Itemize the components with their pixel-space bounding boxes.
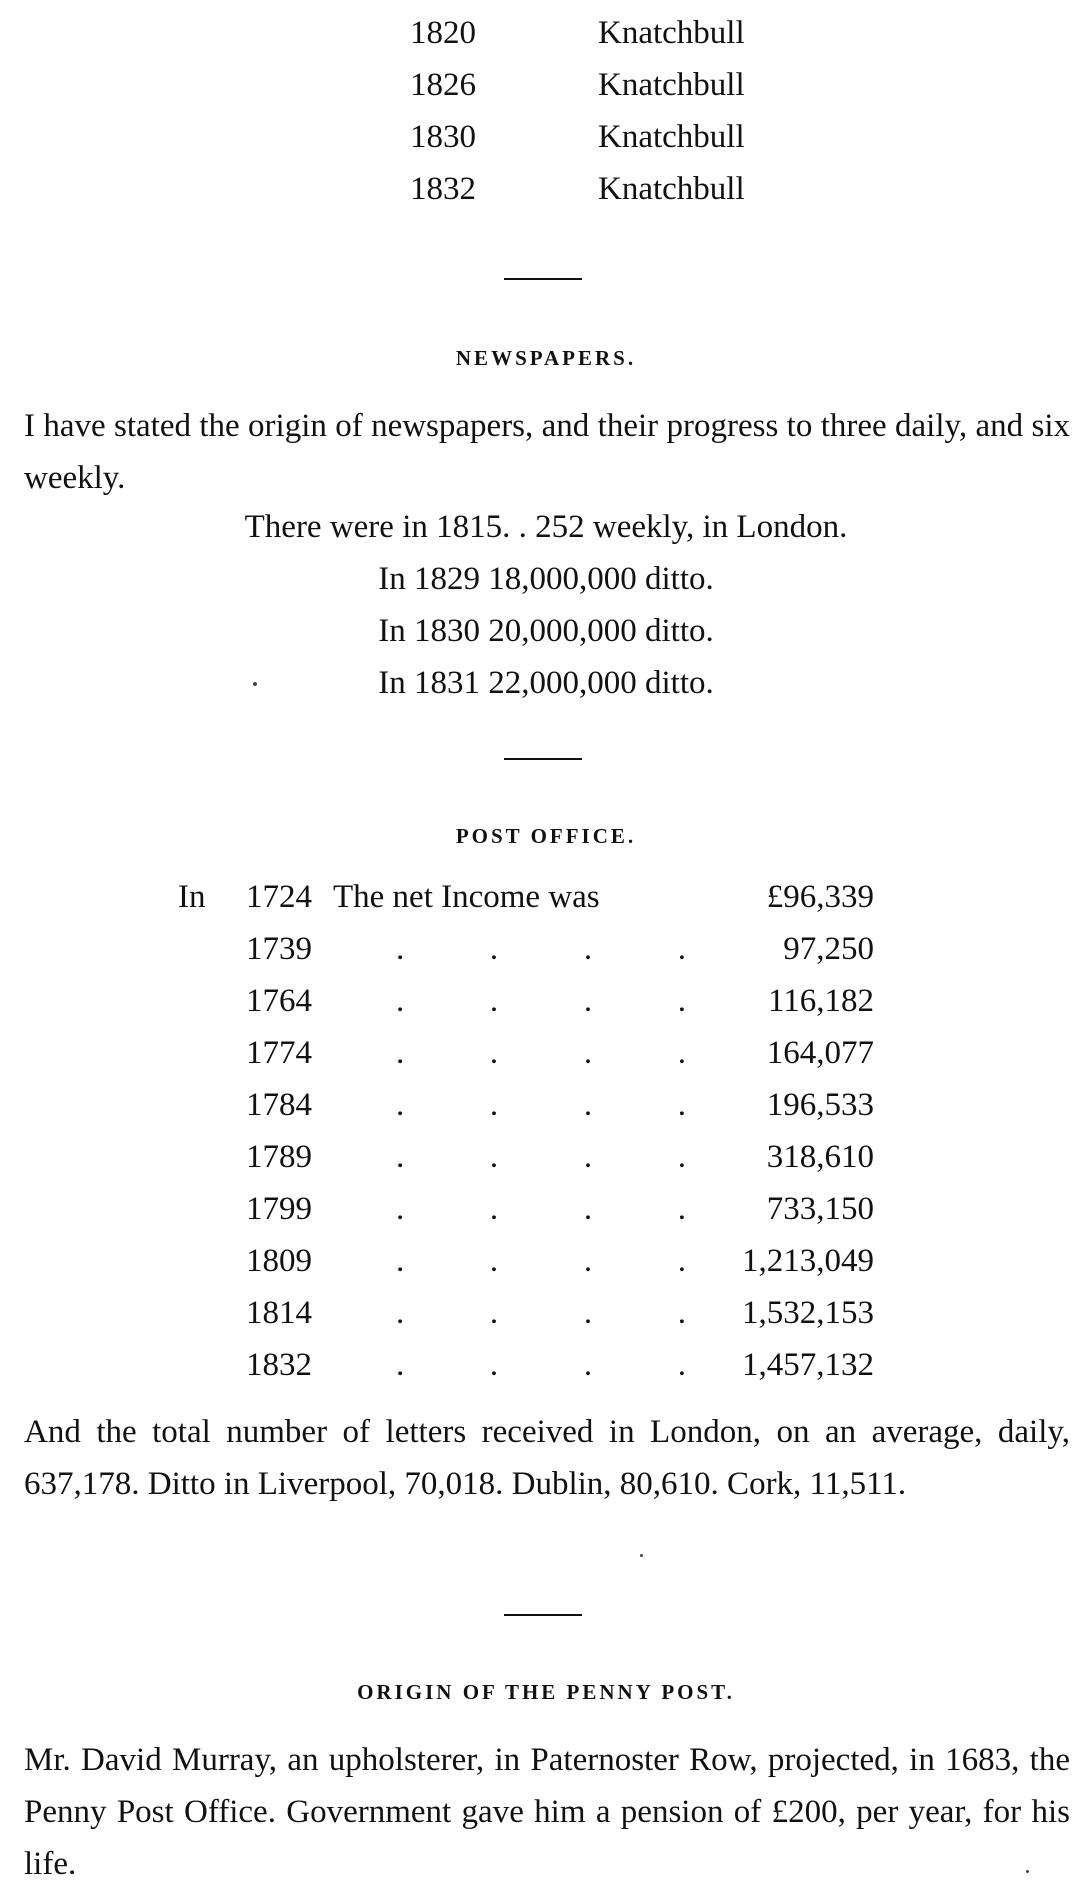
row-value: £96,339 [766,879,874,915]
table-row [0,1138,1092,1188]
newspapers-line: There were in 1815. . 252 weekly, in London. [244,509,848,545]
row-year: 1832 [246,1347,312,1383]
list-year: 1826 [410,67,476,103]
row-value: 1,213,049 [742,1243,874,1279]
table-row [0,1034,1092,1084]
list-item [0,14,1092,64]
newspapers-line: In 1829 18,000,000 ditto. [378,561,714,597]
table-row [0,1242,1092,1292]
table-row [0,1190,1092,1240]
leader-dots: . . . . [396,1243,686,1279]
penny-post-paragraph: Mr. David Murray, an upholsterer, in Paternoster Row, projected, in 1683, the Penny Post Office. Government gave him a pension of £200, per year, for his life. [24,1742,1070,1882]
table-row [0,1086,1092,1136]
row-label: The net Income was [333,879,600,915]
row-year: 1799 [246,1191,312,1227]
section-heading-post-office: POST OFFICE. [455,824,637,848]
row-prefix: In [178,879,206,915]
list-name: Knatchbull [598,67,745,103]
stray-mark [253,682,257,686]
row-year: 1764 [246,983,312,1019]
row-year: 1809 [246,1243,312,1279]
post-office-paragraph: And the total number of letters received in London, on an average, daily, 637,178. Ditto in Liverpool, 70,018. Dublin, 80,610. Cork, 11,511. [24,1414,1070,1502]
leader-dots: . . . . [396,983,686,1019]
list-year: 1830 [410,119,476,155]
list-year: 1820 [410,15,476,51]
row-value: 318,610 [766,1139,874,1175]
stray-mark [1026,1870,1029,1873]
table-row [0,982,1092,1032]
leader-dots: . . . . [396,931,686,967]
leader-dots: . . . . [396,1347,686,1383]
stray-mark [640,1554,643,1557]
section-divider [504,1614,582,1616]
leader-dots: . . . . [396,1295,686,1331]
list-item [0,170,1092,220]
newspapers-line: In 1831 22,000,000 ditto. [378,665,714,701]
table-row [0,1346,1092,1396]
table-row [0,878,1092,928]
row-year: 1724 [246,879,312,915]
section-divider [504,278,582,280]
row-year: 1784 [246,1087,312,1123]
list-item [0,66,1092,116]
list-item [0,118,1092,168]
newspapers-paragraph: I have stated the origin of newspapers, and their progress to three daily, and six weekly. [24,408,1070,496]
leader-dots: . . . . [396,1035,686,1071]
row-value: 164,077 [766,1035,874,1071]
newspapers-line: In 1830 20,000,000 ditto. [378,613,714,649]
list-name: Knatchbull [598,15,745,51]
row-value: 97,250 [783,931,874,967]
leader-dots: . . . . [396,1139,686,1175]
row-value: 116,182 [767,983,874,1019]
row-value: 733,150 [766,1191,874,1227]
row-value: 1,457,132 [742,1347,874,1383]
list-name: Knatchbull [598,119,745,155]
row-year: 1774 [246,1035,312,1071]
list-name: Knatchbull [598,171,745,207]
row-value: 196,533 [766,1087,874,1123]
table-row [0,1294,1092,1344]
section-divider [504,758,582,760]
leader-dots: . . . . [396,1087,686,1123]
table-row [0,930,1092,980]
row-year: 1739 [246,931,312,967]
section-heading-penny-post: ORIGIN OF THE PENNY POST. [357,1680,735,1704]
row-year: 1789 [246,1139,312,1175]
row-value: 1,532,153 [742,1295,874,1331]
section-heading-newspapers: NEWSPAPERS. [455,346,637,370]
list-year: 1832 [410,171,476,207]
row-year: 1814 [246,1295,312,1331]
leader-dots: . . . . [396,1191,686,1227]
